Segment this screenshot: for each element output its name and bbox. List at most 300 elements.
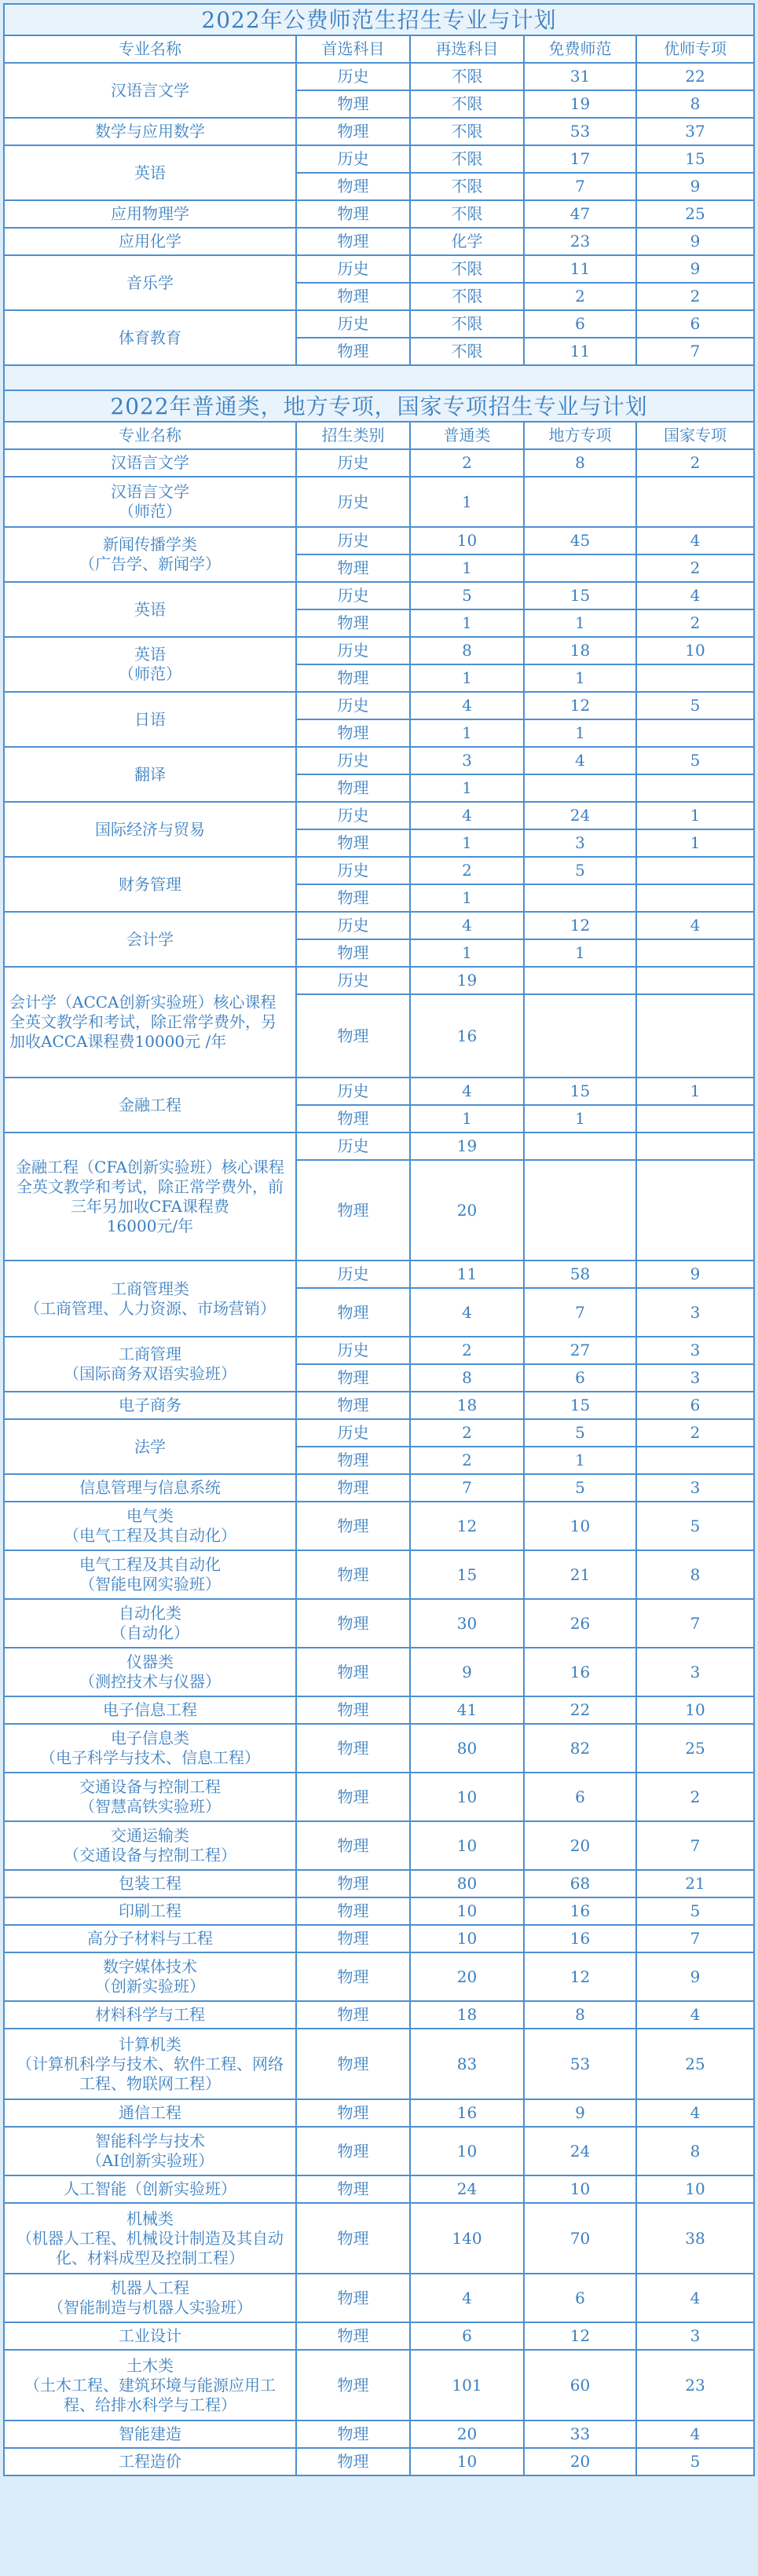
value-cell: 2	[636, 1773, 754, 1821]
table-row	[4, 1648, 754, 1696]
subject-cell: 物理	[296, 2322, 410, 2350]
table-row	[4, 449, 754, 477]
value-cell: 20	[524, 1821, 636, 1870]
major-name-cell: 金融工程	[4, 1078, 296, 1132]
subject-cell: 物理	[296, 939, 410, 967]
value-cell: 不限	[410, 283, 524, 310]
value-cell: 9	[524, 2099, 636, 2127]
major-name-cell: 财务管理	[4, 857, 296, 912]
table-row	[4, 2322, 754, 2350]
value-cell: 6	[524, 1773, 636, 1821]
column-header: 专业名称	[4, 35, 296, 63]
value-cell: 7	[524, 173, 636, 200]
value-cell: 23	[636, 2350, 754, 2420]
value-cell: 8	[410, 1364, 524, 1392]
major-name-cell: 机械类 （机器人工程、机械设计制造及其自动化、材料成型及控制工程）	[4, 2203, 296, 2274]
table-row	[4, 2001, 754, 2029]
value-cell: 6	[524, 2274, 636, 2322]
value-cell: 不限	[410, 90, 524, 118]
major-name-cell: 智能建造	[4, 2420, 296, 2448]
value-cell: 10	[410, 527, 524, 554]
value-cell: 15	[524, 582, 636, 609]
value-cell	[636, 1105, 754, 1132]
subject-cell: 物理	[296, 1502, 410, 1550]
major-name-cell: 电子商务	[4, 1392, 296, 1419]
value-cell: 12	[524, 912, 636, 939]
value-cell	[524, 477, 636, 527]
subject-cell: 历史	[296, 1261, 410, 1288]
subject-cell: 历史	[296, 477, 410, 527]
value-cell: 18	[410, 1392, 524, 1419]
table-row	[4, 118, 754, 145]
column-header: 招生类别	[296, 422, 410, 449]
major-name-cell: 会计学	[4, 912, 296, 967]
value-cell: 6	[636, 310, 754, 338]
subject-cell: 物理	[296, 118, 410, 145]
value-cell: 37	[636, 118, 754, 145]
value-cell: 6	[524, 1364, 636, 1392]
value-cell: 4	[410, 1288, 524, 1337]
major-name-cell: 工商管理 （国际商务双语实验班）	[4, 1337, 296, 1392]
table-row	[4, 310, 754, 338]
major-name-cell: 国际经济与贸易	[4, 802, 296, 857]
value-cell	[636, 774, 754, 802]
major-name-cell: 会计学（ACCA创新实验班）核心课程全英文教学和考试，除正常学费外，另加收ACCA课程费10000元 /年	[4, 967, 296, 1078]
major-name-cell: 数字媒体技术 （创新实验班）	[4, 1952, 296, 2001]
value-cell: 9	[636, 1952, 754, 2001]
subject-cell: 物理	[296, 200, 410, 228]
table-row	[4, 2127, 754, 2175]
value-cell: 10	[410, 1897, 524, 1925]
value-cell	[636, 664, 754, 692]
value-cell: 3	[524, 829, 636, 857]
value-cell: 140	[410, 2203, 524, 2274]
value-cell: 7	[410, 1474, 524, 1502]
value-cell: 19	[410, 967, 524, 994]
value-cell: 4	[636, 2274, 754, 2322]
subject-cell: 物理	[296, 1724, 410, 1773]
subject-cell: 历史	[296, 449, 410, 477]
table-row	[4, 1773, 754, 1821]
value-cell: 5	[524, 857, 636, 884]
value-cell: 82	[524, 1724, 636, 1773]
value-cell: 31	[524, 63, 636, 90]
subject-cell: 物理	[296, 1392, 410, 1419]
value-cell: 3	[636, 2322, 754, 2350]
major-name-cell: 工业设计	[4, 2322, 296, 2350]
major-name-cell: 英语	[4, 145, 296, 200]
subject-cell: 物理	[296, 283, 410, 310]
major-name-cell: 汉语言文学	[4, 63, 296, 118]
value-cell: 4	[636, 582, 754, 609]
value-cell: 1	[636, 1078, 754, 1105]
value-cell: 10	[636, 2175, 754, 2203]
value-cell: 15	[410, 1550, 524, 1599]
value-cell: 25	[636, 1724, 754, 1773]
major-name-cell: 仪器类 （测控技术与仪器）	[4, 1648, 296, 1696]
subject-cell: 历史	[296, 1078, 410, 1105]
value-cell: 70	[524, 2203, 636, 2274]
value-cell	[524, 774, 636, 802]
major-name-cell: 应用物理学	[4, 200, 296, 228]
value-cell: 16	[410, 994, 524, 1078]
value-cell: 80	[410, 1724, 524, 1773]
major-name-cell: 金融工程（CFA创新实验班）核心课程全英文教学和考试，除正常学费外，前三年另加收CFA课程费 16000元/年	[4, 1132, 296, 1261]
value-cell: 5	[524, 1474, 636, 1502]
value-cell: 47	[524, 200, 636, 228]
value-cell: 24	[524, 802, 636, 829]
value-cell: 20	[410, 1160, 524, 1261]
value-cell: 4	[410, 802, 524, 829]
value-cell: 33	[524, 2420, 636, 2448]
subject-cell: 历史	[296, 912, 410, 939]
subject-cell: 历史	[296, 582, 410, 609]
value-cell: 23	[524, 228, 636, 255]
value-cell: 26	[524, 1599, 636, 1648]
value-cell	[636, 1160, 754, 1261]
table-row	[4, 967, 754, 994]
value-cell: 化学	[410, 228, 524, 255]
value-cell: 1	[410, 664, 524, 692]
value-cell: 18	[524, 637, 636, 664]
value-cell: 22	[524, 1696, 636, 1724]
value-cell: 4	[636, 2420, 754, 2448]
table-row	[4, 1724, 754, 1773]
subject-cell: 物理	[296, 1952, 410, 2001]
value-cell: 不限	[410, 200, 524, 228]
major-name-cell: 印刷工程	[4, 1897, 296, 1925]
major-name-cell: 智能科学与技术 （AI创新实验班）	[4, 2127, 296, 2175]
value-cell: 1	[410, 1105, 524, 1132]
value-cell: 7	[636, 1925, 754, 1952]
subject-cell: 历史	[296, 63, 410, 90]
subject-cell: 物理	[296, 1550, 410, 1599]
major-name-cell: 应用化学	[4, 228, 296, 255]
value-cell: 4	[410, 2274, 524, 2322]
major-name-cell: 日语	[4, 692, 296, 747]
major-name-cell: 自动化类 （自动化）	[4, 1599, 296, 1648]
value-cell: 5	[636, 2448, 754, 2475]
value-cell: 不限	[410, 310, 524, 338]
column-header: 国家专项	[636, 422, 754, 449]
major-name-cell: 汉语言文学 （师范）	[4, 477, 296, 527]
table-row	[4, 145, 754, 173]
column-header: 专业名称	[4, 422, 296, 449]
value-cell: 60	[524, 2350, 636, 2420]
subject-cell: 历史	[296, 1132, 410, 1160]
table1-title-row	[4, 4, 754, 35]
major-name-cell: 土木类 （土木工程、建筑环境与能源应用工程、给排水科学与工程）	[4, 2350, 296, 2420]
subject-cell: 物理	[296, 173, 410, 200]
value-cell: 1	[524, 939, 636, 967]
major-name-cell: 包装工程	[4, 1870, 296, 1897]
value-cell: 8	[524, 449, 636, 477]
table-row	[4, 1925, 754, 1952]
table-row	[4, 637, 754, 664]
table-row	[4, 200, 754, 228]
value-cell: 25	[636, 2029, 754, 2099]
major-name-cell: 交通运输类 （交通设备与控制工程）	[4, 1821, 296, 1870]
subject-cell: 物理	[296, 719, 410, 747]
subject-cell: 物理	[296, 554, 410, 582]
value-cell: 41	[410, 1696, 524, 1724]
subject-cell: 物理	[296, 1288, 410, 1337]
value-cell	[524, 1132, 636, 1160]
value-cell: 21	[524, 1550, 636, 1599]
value-cell: 10	[410, 1925, 524, 1952]
blank-row	[4, 365, 754, 390]
value-cell: 10	[636, 637, 754, 664]
subject-cell: 物理	[296, 1364, 410, 1392]
subject-cell: 物理	[296, 1821, 410, 1870]
subject-cell: 物理	[296, 228, 410, 255]
value-cell: 27	[524, 1337, 636, 1364]
table-row	[4, 1821, 754, 1870]
table-row	[4, 477, 754, 527]
subject-cell: 历史	[296, 692, 410, 719]
subject-cell: 物理	[296, 338, 410, 365]
value-cell: 2	[410, 1447, 524, 1474]
value-cell: 2	[636, 1419, 754, 1447]
table-row	[4, 1419, 754, 1447]
table-row	[4, 582, 754, 609]
table-row	[4, 857, 754, 884]
subject-cell: 物理	[296, 1870, 410, 1897]
value-cell: 4	[410, 1078, 524, 1105]
value-cell: 10	[636, 1696, 754, 1724]
value-cell: 25	[636, 200, 754, 228]
subject-cell: 物理	[296, 609, 410, 637]
major-name-cell: 体育教育	[4, 310, 296, 365]
value-cell: 16	[524, 1897, 636, 1925]
subject-cell: 历史	[296, 1419, 410, 1447]
column-header: 普通类	[410, 422, 524, 449]
value-cell: 11	[524, 338, 636, 365]
table-row	[4, 2029, 754, 2099]
value-cell: 1	[524, 609, 636, 637]
value-cell: 2	[410, 1337, 524, 1364]
value-cell: 21	[636, 1870, 754, 1897]
value-cell	[636, 857, 754, 884]
table1-header-row	[4, 35, 754, 63]
value-cell: 6	[524, 310, 636, 338]
table-row	[4, 1696, 754, 1724]
major-name-cell: 电气工程及其自动化 （智能电网实验班）	[4, 1550, 296, 1599]
table-body	[4, 4, 754, 2475]
value-cell: 3	[636, 1648, 754, 1696]
subject-cell: 物理	[296, 774, 410, 802]
value-cell: 12	[524, 692, 636, 719]
table-row	[4, 2448, 754, 2475]
value-cell: 80	[410, 1870, 524, 1897]
table-row	[4, 912, 754, 939]
value-cell: 83	[410, 2029, 524, 2099]
value-cell	[524, 884, 636, 912]
value-cell: 9	[410, 1648, 524, 1696]
value-cell: 1	[524, 1447, 636, 1474]
value-cell: 1	[410, 609, 524, 637]
column-header: 首选科目	[296, 35, 410, 63]
subject-cell: 历史	[296, 802, 410, 829]
value-cell: 1	[524, 719, 636, 747]
value-cell: 8	[524, 2001, 636, 2029]
value-cell: 不限	[410, 118, 524, 145]
subject-cell: 历史	[296, 255, 410, 283]
value-cell: 5	[524, 1419, 636, 1447]
value-cell: 4	[636, 2001, 754, 2029]
table-row	[4, 2350, 754, 2420]
column-header: 免费师范	[524, 35, 636, 63]
value-cell: 53	[524, 2029, 636, 2099]
subject-cell: 物理	[296, 1925, 410, 1952]
value-cell: 1	[410, 939, 524, 967]
value-cell: 3	[636, 1474, 754, 1502]
value-cell: 15	[524, 1392, 636, 1419]
value-cell: 2	[410, 857, 524, 884]
value-cell: 不限	[410, 255, 524, 283]
major-name-cell: 法学	[4, 1419, 296, 1474]
subject-cell: 物理	[296, 2203, 410, 2274]
table-row	[4, 1502, 754, 1550]
value-cell: 20	[410, 1952, 524, 2001]
value-cell: 19	[524, 90, 636, 118]
value-cell: 1	[524, 664, 636, 692]
table-row	[4, 1897, 754, 1925]
subject-cell: 物理	[296, 2175, 410, 2203]
value-cell: 8	[410, 637, 524, 664]
subject-cell: 物理	[296, 90, 410, 118]
spacer-row	[4, 365, 754, 390]
value-cell: 9	[636, 228, 754, 255]
subject-cell: 物理	[296, 2448, 410, 2475]
value-cell	[636, 994, 754, 1078]
value-cell: 1	[410, 554, 524, 582]
enrollment-table	[3, 3, 755, 2476]
value-cell: 4	[636, 527, 754, 554]
value-cell	[636, 967, 754, 994]
table-row	[4, 1337, 754, 1364]
value-cell: 7	[636, 1821, 754, 1870]
subject-cell: 物理	[296, 829, 410, 857]
value-cell: 20	[524, 2448, 636, 2475]
major-name-cell: 电子信息类 （电子科学与技术、信息工程）	[4, 1724, 296, 1773]
subject-cell: 历史	[296, 967, 410, 994]
subject-cell: 物理	[296, 2420, 410, 2448]
value-cell: 10	[524, 1502, 636, 1550]
major-name-cell: 电子信息工程	[4, 1696, 296, 1724]
value-cell: 9	[636, 1261, 754, 1288]
subject-cell: 物理	[296, 2274, 410, 2322]
table-row	[4, 692, 754, 719]
value-cell: 10	[524, 2175, 636, 2203]
table-row	[4, 1599, 754, 1648]
table2-title-row	[4, 390, 754, 422]
subject-cell: 物理	[296, 2029, 410, 2099]
subject-cell: 历史	[296, 747, 410, 774]
table-row	[4, 255, 754, 283]
value-cell: 45	[524, 527, 636, 554]
major-name-cell: 通信工程	[4, 2099, 296, 2127]
value-cell: 不限	[410, 338, 524, 365]
value-cell: 10	[410, 2127, 524, 2175]
value-cell: 11	[524, 255, 636, 283]
table-row	[4, 747, 754, 774]
column-header: 再选科目	[410, 35, 524, 63]
value-cell: 5	[410, 582, 524, 609]
value-cell: 9	[636, 255, 754, 283]
value-cell: 10	[410, 1821, 524, 1870]
value-cell: 15	[524, 1078, 636, 1105]
value-cell: 12	[524, 2322, 636, 2350]
value-cell	[636, 884, 754, 912]
value-cell	[636, 939, 754, 967]
enrollment-plan-sheet	[3, 3, 753, 2476]
value-cell	[636, 477, 754, 527]
value-cell: 1	[524, 1105, 636, 1132]
value-cell: 不限	[410, 145, 524, 173]
value-cell: 2	[636, 554, 754, 582]
major-name-cell: 数学与应用数学	[4, 118, 296, 145]
value-cell: 22	[636, 63, 754, 90]
subject-cell: 物理	[296, 1599, 410, 1648]
subject-cell: 物理	[296, 1160, 410, 1261]
value-cell: 68	[524, 1870, 636, 1897]
value-cell	[636, 1132, 754, 1160]
value-cell: 53	[524, 118, 636, 145]
value-cell: 1	[636, 802, 754, 829]
major-name-cell: 机器人工程 （智能制造与机器人实验班）	[4, 2274, 296, 2322]
subject-cell: 物理	[296, 884, 410, 912]
value-cell: 5	[636, 1897, 754, 1925]
value-cell: 38	[636, 2203, 754, 2274]
major-name-cell: 英语	[4, 582, 296, 637]
column-header: 地方专项	[524, 422, 636, 449]
major-name-cell: 汉语言文学	[4, 449, 296, 477]
value-cell: 5	[636, 1502, 754, 1550]
value-cell: 3	[636, 1337, 754, 1364]
value-cell: 8	[636, 1550, 754, 1599]
value-cell: 12	[410, 1502, 524, 1550]
table-row	[4, 1078, 754, 1105]
value-cell: 2	[524, 283, 636, 310]
value-cell: 2	[410, 1419, 524, 1447]
value-cell: 1	[410, 719, 524, 747]
table-row	[4, 2420, 754, 2448]
value-cell: 7	[524, 1288, 636, 1337]
value-cell: 2	[636, 449, 754, 477]
table-row	[4, 1474, 754, 1502]
subject-cell: 物理	[296, 2350, 410, 2420]
subject-cell: 物理	[296, 664, 410, 692]
subject-cell: 历史	[296, 527, 410, 554]
value-cell: 4	[410, 692, 524, 719]
table1-title: 2022年公费师范生招生专业与计划	[4, 4, 754, 35]
value-cell: 不限	[410, 63, 524, 90]
value-cell: 6	[410, 2322, 524, 2350]
value-cell: 2	[410, 449, 524, 477]
value-cell: 1	[410, 774, 524, 802]
value-cell: 58	[524, 1261, 636, 1288]
table-row	[4, 1550, 754, 1599]
value-cell: 1	[636, 829, 754, 857]
value-cell: 10	[410, 2448, 524, 2475]
subject-cell: 物理	[296, 2001, 410, 2029]
subject-cell: 历史	[296, 145, 410, 173]
value-cell: 12	[524, 1952, 636, 2001]
value-cell: 3	[410, 747, 524, 774]
value-cell: 5	[636, 692, 754, 719]
value-cell: 11	[410, 1261, 524, 1288]
